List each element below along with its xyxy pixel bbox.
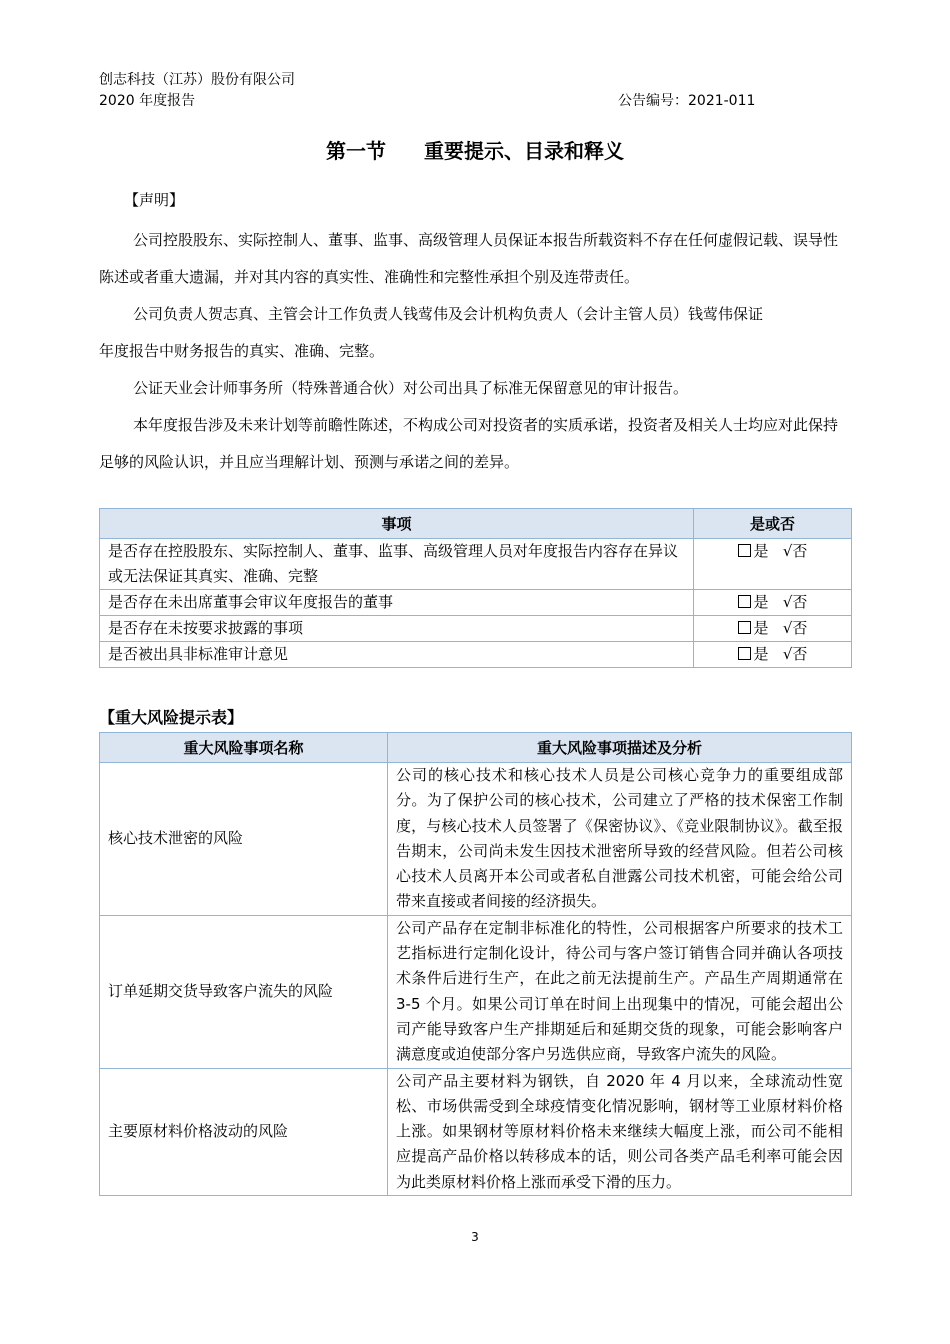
section-title-name: 重要提示、目录和释义 bbox=[424, 139, 624, 163]
checkbox-unchecked bbox=[738, 621, 751, 634]
checkbox-unchecked bbox=[738, 647, 751, 660]
matters-col-yesno: 是或否 bbox=[694, 509, 852, 539]
table-row bbox=[100, 539, 852, 590]
table-row bbox=[100, 1068, 852, 1195]
yesno-cell bbox=[694, 616, 852, 642]
matters-table bbox=[99, 508, 852, 668]
risk-name: 订单延期交货导致客户流失的风险 bbox=[100, 915, 388, 1068]
header-report: 2020 年度报告 bbox=[99, 93, 196, 109]
yesno-cell bbox=[694, 539, 852, 590]
risk-name: 核心技术泄密的风险 bbox=[100, 763, 388, 916]
risk-description: 公司的核心技术和核心技术人员是公司核心竞争力的重要组成部分。为了保护公司的核心技术，公司建立了严格的技术保密工作制度，与核心技术人员签署了《保密协议》、《竞业限制协议》。截至报告期末，公司尚未发生因技术泄密所导致的经营风险。但若公司核心技术人员离开本公司或者私自泄露公司技术机密，可能会给公司带来直接或者间接的经济损失。 bbox=[388, 763, 852, 916]
header-company: 创志科技（江苏）股份有限公司 bbox=[99, 72, 295, 88]
yesno-cell bbox=[694, 642, 852, 668]
risk-table bbox=[99, 732, 852, 1196]
table-row bbox=[100, 915, 852, 1068]
risk-col-name: 重大风险事项名称 bbox=[100, 733, 388, 763]
no-checked-label: √否 bbox=[782, 542, 808, 560]
table-row bbox=[100, 590, 852, 616]
yes-label: 是 bbox=[753, 645, 769, 663]
risk-description: 公司产品存在定制非标准化的特性，公司根据客户所要求的技术工艺指标进行定制化设计，待公司与客户签订销售合同并确认各项技术条件后进行生产，在此之前无法提前生产。产品生产周期通常在 3-5 个月。如果公司订单在时间上出现集中的情况，可能会超出公司产能导致客户生产排期延后和延期交货的现象，可能会影响客户满意度或迫使部分客户另选供应商，导致客户流失的风险。 bbox=[388, 915, 852, 1068]
checkbox-unchecked bbox=[738, 595, 751, 608]
header-notice: 公告编号：2021-011 bbox=[618, 93, 756, 109]
risk-col-desc: 重大风险事项描述及分析 bbox=[388, 733, 852, 763]
table-row bbox=[100, 763, 852, 916]
paragraph-guarantee: 公司控股股东、实际控制人、董事、监事、高级管理人员保证本报告所载资料不存在任何虚假记载、误导性陈述或者重大遗漏，并对其内容的真实性、准确性和完整性承担个别及连带责任。 bbox=[99, 231, 839, 286]
paragraph-forward-looking: 本年度报告涉及未来计划等前瞻性陈述，不构成公司对投资者的实质承诺，投资者及相关人士均应对此保持足够的风险认识，并且应当理解计划、预测与承诺之间的差异。 bbox=[99, 416, 839, 471]
yes-label: 是 bbox=[753, 619, 769, 637]
yes-label: 是 bbox=[753, 542, 769, 560]
checkbox-unchecked bbox=[738, 544, 751, 557]
yesno-cell bbox=[694, 590, 852, 616]
risk-table-heading: 【重大风险提示表】 bbox=[99, 708, 244, 727]
table-row bbox=[100, 642, 852, 668]
section-title bbox=[0, 136, 950, 166]
matters-item: 是否存在未按要求披露的事项 bbox=[100, 616, 694, 642]
paragraph-responsible-line2: 年度报告中财务报告的真实、准确、完整。 bbox=[99, 342, 385, 360]
no-checked-label: √否 bbox=[782, 593, 808, 611]
section-title-part: 第一节 bbox=[326, 139, 386, 163]
table-row bbox=[100, 616, 852, 642]
paragraph-responsible-line1: 公司负责人贺志真、主管会计工作负责人钱莺伟及会计机构负责人（会计主管人员）钱莺伟保证 bbox=[133, 305, 764, 323]
matters-item: 是否存在未出席董事会审议年度报告的董事 bbox=[100, 590, 694, 616]
statement-label: 【声明】 bbox=[124, 191, 185, 209]
risk-name: 主要原材料价格波动的风险 bbox=[100, 1068, 388, 1195]
risk-description: 公司产品主要材料为钢铁，自 2020 年 4 月以来，全球流动性宽松、市场供需受到全球疫情变化情况影响，钢材等工业原材料价格上涨。如果钢材等原材料价格未来继续大幅度上涨，而公司不能相应提高产品价格以转移成本的话，则公司各类产品毛利率可能会因为此类原材料价格上涨而承受下滑的压力。 bbox=[388, 1068, 852, 1195]
yes-label: 是 bbox=[753, 593, 769, 611]
matters-item: 是否被出具非标准审计意见 bbox=[100, 642, 694, 668]
matters-item: 是否存在控股股东、实际控制人、董事、监事、高级管理人员对年度报告内容存在异议或无法保证其真实、准确、完整 bbox=[100, 539, 694, 590]
paragraph-audit: 公证天业会计师事务所（特殊普通合伙）对公司出具了标准无保留意见的审计报告。 bbox=[133, 379, 689, 397]
no-checked-label: √否 bbox=[782, 619, 808, 637]
no-checked-label: √否 bbox=[782, 645, 808, 663]
matters-col-item: 事项 bbox=[100, 509, 694, 539]
page-number: 3 bbox=[471, 1230, 479, 1244]
